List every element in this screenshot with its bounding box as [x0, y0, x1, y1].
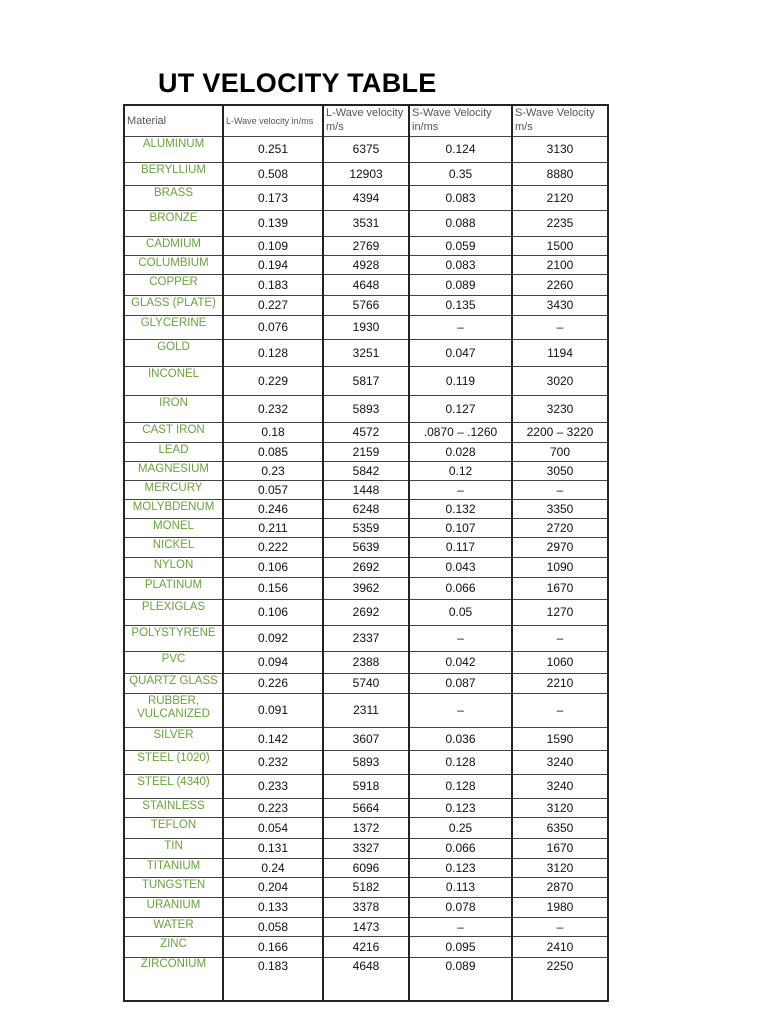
- swave-inms-cell: 0.35: [409, 163, 512, 186]
- material-cell: PLEXIGLAS: [124, 600, 223, 626]
- swave-inms-cell: 0.047: [409, 340, 512, 367]
- lwave-inms-cell: 0.204: [223, 878, 323, 898]
- page-title: UT VELOCITY TABLE: [158, 68, 437, 98]
- swave-ms-cell: 2410: [512, 937, 608, 958]
- material-cell: STEEL (1020): [124, 751, 223, 775]
- header-material: Material: [124, 105, 223, 137]
- material-cell: COLUMBIUM: [124, 256, 223, 275]
- table-row: [124, 443, 608, 462]
- lwave-inms-cell: 0.139: [223, 211, 323, 237]
- lwave-ms-cell: 3251: [323, 340, 409, 367]
- lwave-ms-cell: 2388: [323, 652, 409, 674]
- table-row: [124, 626, 608, 652]
- material-cell: URANIUM: [124, 898, 223, 918]
- lwave-inms-cell: 0.229: [223, 367, 323, 396]
- table-row: [124, 839, 608, 859]
- lwave-ms-cell: 6096: [323, 859, 409, 878]
- table-row: [124, 481, 608, 500]
- swave-ms-cell: 1270: [512, 600, 608, 626]
- lwave-ms-cell: 3607: [323, 728, 409, 751]
- material-cell: MAGNESIUM: [124, 462, 223, 481]
- table-row: [124, 462, 608, 481]
- swave-inms-cell: 0.12: [409, 462, 512, 481]
- lwave-ms-cell: 1473: [323, 918, 409, 937]
- lwave-ms-cell: 4648: [323, 958, 409, 1002]
- velocity-table: [123, 104, 609, 1002]
- lwave-ms-cell: 3531: [323, 211, 409, 237]
- swave-inms-cell: 0.059: [409, 237, 512, 256]
- table-row: [124, 237, 608, 256]
- material-cell: GOLD: [124, 340, 223, 367]
- table-row: [124, 316, 608, 340]
- material-cell: MOLYBDENUM: [124, 500, 223, 519]
- lwave-inms-cell: 0.211: [223, 519, 323, 538]
- lwave-ms-cell: 5182: [323, 878, 409, 898]
- lwave-inms-cell: 0.23: [223, 462, 323, 481]
- lwave-inms-cell: 0.246: [223, 500, 323, 519]
- swave-inms-cell: 0.113: [409, 878, 512, 898]
- swave-ms-cell: 2210: [512, 674, 608, 694]
- table-row: [124, 958, 608, 1002]
- swave-inms-cell: 0.128: [409, 751, 512, 775]
- material-cell: NYLON: [124, 558, 223, 578]
- swave-ms-cell: 3020: [512, 367, 608, 396]
- table-row: [124, 674, 608, 694]
- swave-ms-cell: 6350: [512, 818, 608, 839]
- lwave-ms-cell: 5842: [323, 462, 409, 481]
- material-cell: LEAD: [124, 443, 223, 462]
- swave-inms-cell: 0.066: [409, 578, 512, 600]
- lwave-ms-cell: 2769: [323, 237, 409, 256]
- header-lwave-inms: L-Wave velocity in/ms: [223, 105, 323, 137]
- material-cell: PLATINUM: [124, 578, 223, 600]
- swave-ms-cell: 8880: [512, 163, 608, 186]
- lwave-inms-cell: 0.24: [223, 859, 323, 878]
- swave-inms-cell: 0.127: [409, 396, 512, 423]
- swave-ms-cell: 3230: [512, 396, 608, 423]
- swave-inms-cell: 0.128: [409, 775, 512, 799]
- swave-ms-cell: 2870: [512, 878, 608, 898]
- table-row: [124, 558, 608, 578]
- lwave-inms-cell: 0.156: [223, 578, 323, 600]
- material-cell: BERYLLIUM: [124, 163, 223, 186]
- lwave-inms-cell: 0.106: [223, 558, 323, 578]
- table-row: [124, 937, 608, 958]
- swave-ms-cell: 1500: [512, 237, 608, 256]
- lwave-ms-cell: 5918: [323, 775, 409, 799]
- material-cell: GLASS (PLATE): [124, 296, 223, 316]
- swave-ms-cell: 700: [512, 443, 608, 462]
- material-cell: IRON: [124, 396, 223, 423]
- table-row: [124, 396, 608, 423]
- table-row: [124, 211, 608, 237]
- swave-ms-cell: 2235: [512, 211, 608, 237]
- material-cell: NICKEL: [124, 538, 223, 558]
- lwave-ms-cell: 4648: [323, 275, 409, 296]
- lwave-inms-cell: 0.142: [223, 728, 323, 751]
- lwave-ms-cell: 5359: [323, 519, 409, 538]
- table-row: [124, 918, 608, 937]
- lwave-ms-cell: 4394: [323, 186, 409, 211]
- swave-ms-cell: 1090: [512, 558, 608, 578]
- lwave-inms-cell: 0.226: [223, 674, 323, 694]
- table-row: [124, 163, 608, 186]
- table-row: [124, 275, 608, 296]
- lwave-inms-cell: 0.183: [223, 275, 323, 296]
- table-row: [124, 728, 608, 751]
- swave-inms-cell: 0.088: [409, 211, 512, 237]
- swave-inms-cell: 0.119: [409, 367, 512, 396]
- swave-inms-cell: –: [409, 918, 512, 937]
- table-row: [124, 652, 608, 674]
- swave-ms-cell: 1670: [512, 578, 608, 600]
- table-row: [124, 500, 608, 519]
- material-cell: STAINLESS: [124, 799, 223, 818]
- header-row: [124, 105, 608, 137]
- lwave-ms-cell: 5664: [323, 799, 409, 818]
- material-cell: POLYSTYRENE: [124, 626, 223, 652]
- lwave-ms-cell: 2692: [323, 600, 409, 626]
- lwave-ms-cell: 5817: [323, 367, 409, 396]
- swave-ms-cell: 3430: [512, 296, 608, 316]
- swave-inms-cell: 0.124: [409, 137, 512, 163]
- material-cell: TITANIUM: [124, 859, 223, 878]
- header-swave-ms: S-Wave Velocity m/s: [512, 105, 608, 137]
- lwave-ms-cell: 5893: [323, 396, 409, 423]
- material-cell: TEFLON: [124, 818, 223, 839]
- lwave-inms-cell: 0.058: [223, 918, 323, 937]
- swave-ms-cell: 1980: [512, 898, 608, 918]
- lwave-inms-cell: 0.054: [223, 818, 323, 839]
- lwave-ms-cell: 2159: [323, 443, 409, 462]
- material-cell: GLYCERINE: [124, 316, 223, 340]
- table-row: [124, 878, 608, 898]
- material-cell: BRONZE: [124, 211, 223, 237]
- table-header: [124, 105, 608, 137]
- swave-inms-cell: 0.132: [409, 500, 512, 519]
- lwave-inms-cell: 0.232: [223, 396, 323, 423]
- material-cell: CADMIUM: [124, 237, 223, 256]
- swave-inms-cell: –: [409, 316, 512, 340]
- swave-ms-cell: 3130: [512, 137, 608, 163]
- swave-inms-cell: 0.089: [409, 958, 512, 1002]
- lwave-inms-cell: 0.222: [223, 538, 323, 558]
- swave-ms-cell: 1194: [512, 340, 608, 367]
- material-cell: ZIRCONIUM: [124, 958, 223, 1002]
- lwave-ms-cell: 4216: [323, 937, 409, 958]
- lwave-ms-cell: 2311: [323, 694, 409, 728]
- lwave-inms-cell: 0.227: [223, 296, 323, 316]
- swave-inms-cell: 0.066: [409, 839, 512, 859]
- table-row: [124, 519, 608, 538]
- swave-inms-cell: 0.028: [409, 443, 512, 462]
- material-cell: TIN: [124, 839, 223, 859]
- lwave-inms-cell: 0.094: [223, 652, 323, 674]
- material-cell: ALUMINUM: [124, 137, 223, 163]
- lwave-inms-cell: 0.076: [223, 316, 323, 340]
- table-row: [124, 578, 608, 600]
- lwave-inms-cell: 0.251: [223, 137, 323, 163]
- table-row: [124, 340, 608, 367]
- lwave-ms-cell: 2337: [323, 626, 409, 652]
- swave-inms-cell: 0.095: [409, 937, 512, 958]
- lwave-ms-cell: 5740: [323, 674, 409, 694]
- table-row: [124, 186, 608, 211]
- table-row: [124, 898, 608, 918]
- lwave-inms-cell: 0.057: [223, 481, 323, 500]
- table-row: [124, 296, 608, 316]
- swave-inms-cell: 0.123: [409, 859, 512, 878]
- lwave-inms-cell: 0.131: [223, 839, 323, 859]
- lwave-ms-cell: 5639: [323, 538, 409, 558]
- swave-ms-cell: 1670: [512, 839, 608, 859]
- material-cell: PVC: [124, 652, 223, 674]
- lwave-inms-cell: 0.232: [223, 751, 323, 775]
- swave-inms-cell: 0.089: [409, 275, 512, 296]
- lwave-inms-cell: 0.128: [223, 340, 323, 367]
- lwave-ms-cell: 5766: [323, 296, 409, 316]
- swave-ms-cell: 2970: [512, 538, 608, 558]
- swave-inms-cell: 0.123: [409, 799, 512, 818]
- table-row: [124, 367, 608, 396]
- swave-inms-cell: 0.087: [409, 674, 512, 694]
- lwave-ms-cell: 4928: [323, 256, 409, 275]
- material-cell: SILVER: [124, 728, 223, 751]
- swave-ms-cell: –: [512, 918, 608, 937]
- lwave-ms-cell: 6375: [323, 137, 409, 163]
- header-swave-inms: S-Wave Velocity in/ms: [409, 105, 512, 137]
- material-cell: RUBBER, VULCANIZED: [124, 694, 223, 728]
- table-row: [124, 818, 608, 839]
- swave-inms-cell: 0.043: [409, 558, 512, 578]
- lwave-inms-cell: 0.085: [223, 443, 323, 462]
- material-cell: CAST IRON: [124, 423, 223, 443]
- lwave-ms-cell: 6248: [323, 500, 409, 519]
- lwave-inms-cell: 0.173: [223, 186, 323, 211]
- header-lwave-ms: L-Wave velocity m/s: [323, 105, 409, 137]
- table-row: [124, 859, 608, 878]
- lwave-ms-cell: 12903: [323, 163, 409, 186]
- table-row: [124, 423, 608, 443]
- lwave-ms-cell: 1930: [323, 316, 409, 340]
- material-cell: STEEL (4340): [124, 775, 223, 799]
- swave-inms-cell: –: [409, 626, 512, 652]
- swave-inms-cell: .0870 – .1260: [409, 423, 512, 443]
- swave-inms-cell: –: [409, 481, 512, 500]
- swave-ms-cell: 1060: [512, 652, 608, 674]
- swave-inms-cell: 0.05: [409, 600, 512, 626]
- lwave-ms-cell: 1372: [323, 818, 409, 839]
- table-row: [124, 799, 608, 818]
- material-cell: QUARTZ GLASS: [124, 674, 223, 694]
- lwave-inms-cell: 0.109: [223, 237, 323, 256]
- swave-ms-cell: 2100: [512, 256, 608, 275]
- swave-ms-cell: –: [512, 316, 608, 340]
- lwave-inms-cell: 0.106: [223, 600, 323, 626]
- lwave-ms-cell: 3962: [323, 578, 409, 600]
- lwave-ms-cell: 2692: [323, 558, 409, 578]
- lwave-inms-cell: 0.166: [223, 937, 323, 958]
- swave-ms-cell: 1590: [512, 728, 608, 751]
- material-cell: WATER: [124, 918, 223, 937]
- swave-inms-cell: 0.078: [409, 898, 512, 918]
- swave-ms-cell: 3350: [512, 500, 608, 519]
- swave-inms-cell: 0.135: [409, 296, 512, 316]
- table-row: [124, 256, 608, 275]
- lwave-ms-cell: 3378: [323, 898, 409, 918]
- swave-inms-cell: 0.036: [409, 728, 512, 751]
- swave-ms-cell: 3240: [512, 775, 608, 799]
- swave-inms-cell: 0.042: [409, 652, 512, 674]
- table-body: [124, 137, 608, 1002]
- table-row: [124, 751, 608, 775]
- lwave-inms-cell: 0.223: [223, 799, 323, 818]
- swave-ms-cell: 3120: [512, 859, 608, 878]
- table-row: [124, 137, 608, 163]
- lwave-inms-cell: 0.183: [223, 958, 323, 1002]
- lwave-inms-cell: 0.508: [223, 163, 323, 186]
- swave-ms-cell: 3120: [512, 799, 608, 818]
- swave-inms-cell: 0.083: [409, 256, 512, 275]
- swave-ms-cell: –: [512, 481, 608, 500]
- swave-ms-cell: –: [512, 694, 608, 728]
- table-row: [124, 600, 608, 626]
- swave-inms-cell: 0.107: [409, 519, 512, 538]
- swave-ms-cell: 3050: [512, 462, 608, 481]
- swave-ms-cell: –: [512, 626, 608, 652]
- lwave-ms-cell: 4572: [323, 423, 409, 443]
- material-cell: COPPER: [124, 275, 223, 296]
- lwave-inms-cell: 0.091: [223, 694, 323, 728]
- lwave-inms-cell: 0.133: [223, 898, 323, 918]
- material-cell: INCONEL: [124, 367, 223, 396]
- lwave-ms-cell: 5893: [323, 751, 409, 775]
- material-cell: MONEL: [124, 519, 223, 538]
- swave-ms-cell: 2120: [512, 186, 608, 211]
- table-row: [124, 775, 608, 799]
- swave-inms-cell: 0.117: [409, 538, 512, 558]
- lwave-inms-cell: 0.233: [223, 775, 323, 799]
- swave-inms-cell: 0.25: [409, 818, 512, 839]
- material-cell: MERCURY: [124, 481, 223, 500]
- material-cell: BRASS: [124, 186, 223, 211]
- swave-ms-cell: 2260: [512, 275, 608, 296]
- swave-inms-cell: –: [409, 694, 512, 728]
- lwave-ms-cell: 1448: [323, 481, 409, 500]
- swave-ms-cell: 2250: [512, 958, 608, 1002]
- material-cell: ZINC: [124, 937, 223, 958]
- swave-ms-cell: 2200 – 3220: [512, 423, 608, 443]
- table-row: [124, 538, 608, 558]
- lwave-inms-cell: 0.18: [223, 423, 323, 443]
- swave-ms-cell: 3240: [512, 751, 608, 775]
- material-cell: TUNGSTEN: [124, 878, 223, 898]
- table-row: [124, 694, 608, 728]
- lwave-ms-cell: 3327: [323, 839, 409, 859]
- swave-inms-cell: 0.083: [409, 186, 512, 211]
- lwave-inms-cell: 0.092: [223, 626, 323, 652]
- lwave-inms-cell: 0.194: [223, 256, 323, 275]
- swave-ms-cell: 2720: [512, 519, 608, 538]
